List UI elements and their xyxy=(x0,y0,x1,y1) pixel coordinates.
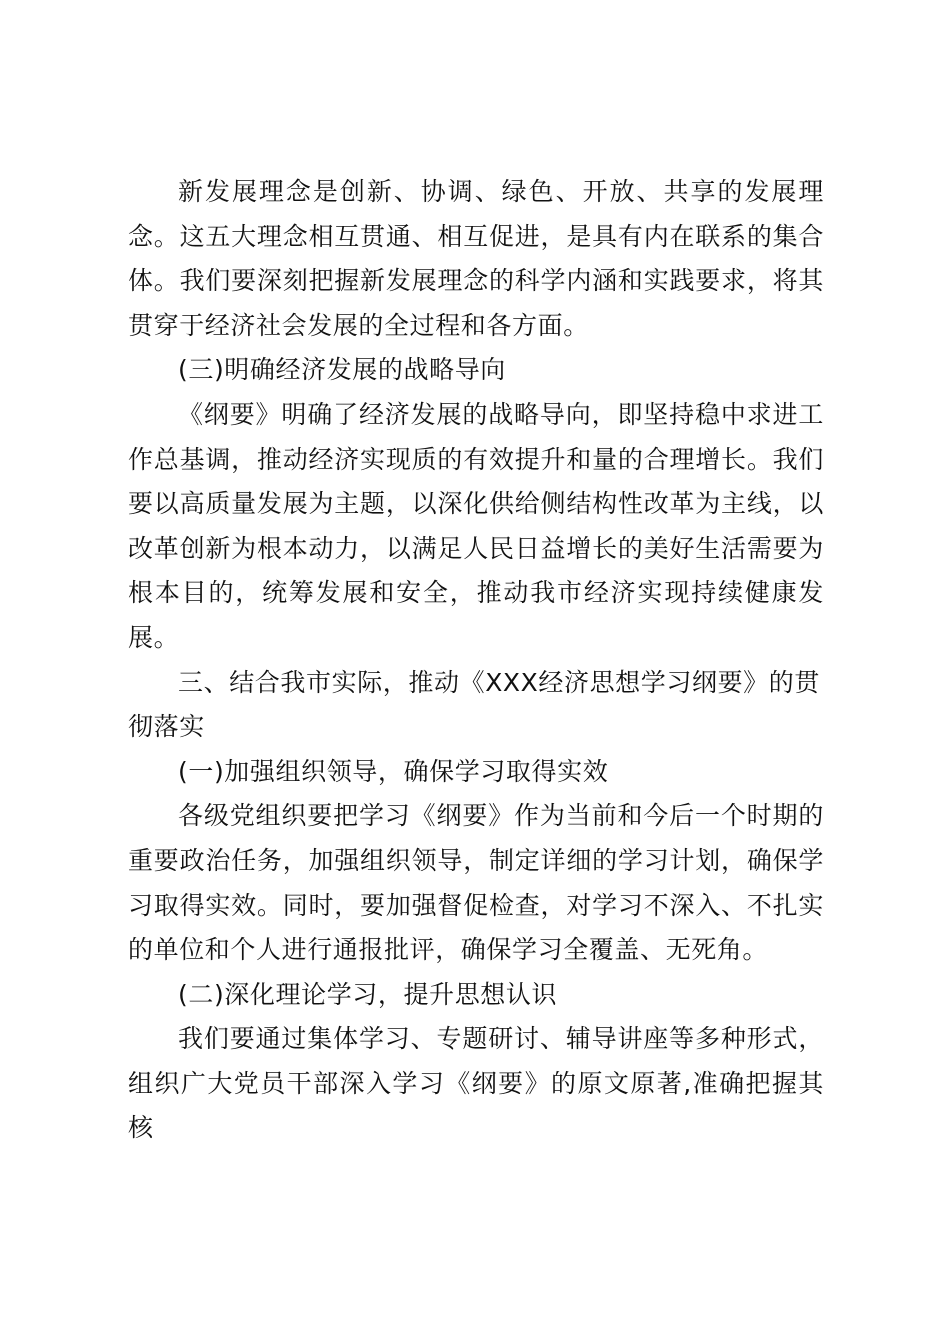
paragraph-strategic-direction: 《纲要》明确了经济发展的战略导向，即坚持稳中求进工作总基调，推动经济实现质的有效提升和量的合理增长。我们要以高质量发展为主题，以深化供给侧结构性改革为主线，以改革创新为根本动力，以满足人民日益增长的美好生活需要为根本目的，统筹发展和安全，推动我市经济实现持续健康发展。 xyxy=(128,399,824,652)
paragraph-theory-study: 我们要通过集体学习、专题研讨、辅导讲座等多种形式，组织广大党员干部深入学习《纲要》的原文原著,准确把握其核 xyxy=(128,1024,824,1143)
section-heading-strategic-direction: (三)明确经济发展的战略导向 xyxy=(178,355,506,385)
chapter-heading-implementation: 三、结合我市实际，推动《XXX经济思想学习纲要》的贯彻落实 xyxy=(128,667,820,742)
section-heading-theory-study: (二)深化理论学习，提升思想认识 xyxy=(178,979,558,1009)
paragraph-organization-leadership: 各级党组织要把学习《纲要》作为当前和今后一个时期的重要政治任务，加强组织领导，制定详细的学习计划，确保学习取得实效。同时，要加强督促检查，对学习不深入、不扎实的单位和个人进行通报批评，确保学习全覆盖、无死角。 xyxy=(128,801,824,965)
document-body xyxy=(128,170,824,1151)
section-heading-organization-leadership: (一)加强组织领导，确保学习取得实效 xyxy=(178,756,609,786)
paragraph-new-development-concept: 新发展理念是创新、协调、绿色、开放、共享的发展理念。这五大理念相互贯通、相互促进，是具有内在联系的集合体。我们要深刻把握新发展理念的科学内涵和实践要求，将其贯穿于经济社会发展的全过程和各方面。 xyxy=(128,177,824,340)
